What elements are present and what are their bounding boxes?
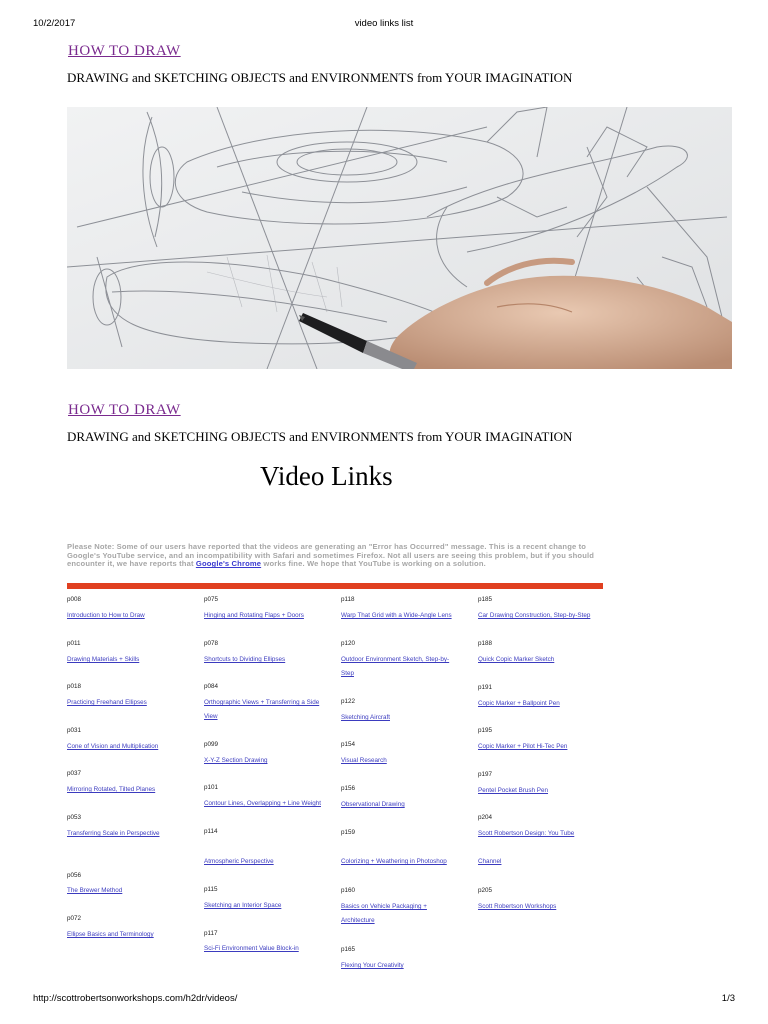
hero-sketch-image xyxy=(67,107,732,369)
page-code: p160 xyxy=(341,887,356,894)
page-code: p114 xyxy=(204,828,218,835)
page-code: p011 xyxy=(67,640,81,647)
page-code: p008 xyxy=(67,596,82,603)
page-title: Video Links xyxy=(260,461,393,491)
video-link[interactable]: Copic Marker + Ballpoint Pen xyxy=(478,700,560,707)
page-code: p165 xyxy=(341,946,356,953)
page-code: p197 xyxy=(478,771,493,778)
page-code: p120 xyxy=(341,640,356,647)
page-code: p191 xyxy=(478,684,493,691)
page-code: p188 xyxy=(478,640,493,647)
video-link-continued[interactable]: View xyxy=(204,713,218,720)
page-code: p084 xyxy=(204,683,219,690)
page-code: p078 xyxy=(204,640,219,647)
page-code: p037 xyxy=(67,770,82,777)
page-code: p185 xyxy=(478,596,493,603)
page-code: p122 xyxy=(341,698,356,705)
video-link[interactable]: Scott Robertson Design: You Tube xyxy=(478,830,575,837)
video-link[interactable]: Contour Lines, Overlapping + Line Weight xyxy=(204,800,321,807)
page-code: p204 xyxy=(478,814,493,821)
video-link[interactable]: Practicing Freehand Ellipses xyxy=(67,699,147,706)
video-link[interactable]: Ellipse Basics and Terminology xyxy=(67,931,154,938)
video-link[interactable]: Introduction to How to Draw xyxy=(67,612,145,619)
video-link[interactable]: Observational Drawing xyxy=(341,801,405,808)
video-link[interactable]: Car Drawing Construction, Step-by-Step xyxy=(478,612,591,619)
page-code: p115 xyxy=(204,886,218,893)
book-subtitle: DRAWING and SKETCHING OBJECTS and ENVIRONMENTS from YOUR IMAGINATION xyxy=(67,70,573,85)
print-title: video links list xyxy=(354,18,414,29)
how-to-draw-heading[interactable]: HOW TO DRAW xyxy=(68,43,181,59)
video-link[interactable]: X-Y-Z Section Drawing xyxy=(204,757,268,764)
print-url: http://scottrobertsonworkshops.com/h2dr/videos/ xyxy=(33,993,238,1004)
page-code: p156 xyxy=(341,785,356,792)
video-link[interactable]: Orthographic Views + Transferring a Side xyxy=(204,699,320,706)
video-link[interactable]: Warp That Grid with a Wide-Angle Lens xyxy=(341,612,452,619)
print-footer xyxy=(33,993,735,1007)
page-code: p101 xyxy=(204,784,219,791)
video-link[interactable]: Outdoor Environment Sketch, Step-by- xyxy=(341,656,450,663)
video-link[interactable]: Hinging and Rotating Flaps + Doors xyxy=(204,612,304,619)
how-to-draw-heading-secondary[interactable]: HOW TO DRAW xyxy=(68,402,181,418)
page-code: p031 xyxy=(67,727,82,734)
page-code: p053 xyxy=(67,814,82,821)
video-link[interactable]: Scott Robertson Workshops xyxy=(478,903,557,910)
print-date: 10/2/2017 xyxy=(33,18,76,29)
chrome-link[interactable]: Google's Chrome xyxy=(195,559,262,569)
note-text-after: works fine. We hope that YouTube is working on a solution. xyxy=(261,559,486,569)
video-link[interactable]: Sci-Fi Environment Value Block-in xyxy=(204,945,299,952)
video-link[interactable]: Sketching Aircraft xyxy=(341,714,390,721)
video-link[interactable]: Flexing Your Creativity xyxy=(341,962,404,969)
video-link-continued[interactable]: Architecture xyxy=(341,917,375,924)
video-link[interactable]: Atmospheric Perspective xyxy=(204,858,274,865)
video-link[interactable]: Mirroring Rotated, Tilted Planes xyxy=(67,786,156,793)
page-code: p117 xyxy=(204,930,218,937)
book-subtitle-secondary: DRAWING and SKETCHING OBJECTS and ENVIRONMENTS from YOUR IMAGINATION xyxy=(67,429,573,444)
aircraft-sketch-illustration xyxy=(67,107,732,369)
video-link[interactable]: The Brewer Method xyxy=(67,887,123,894)
video-link[interactable]: Basics on Vehicle Packaging + xyxy=(341,903,427,910)
video-link[interactable]: Sketching an Interior Space xyxy=(204,902,282,909)
page-code: p205 xyxy=(478,887,493,894)
page-code: p154 xyxy=(341,741,356,748)
page-code: p118 xyxy=(341,596,355,603)
video-link[interactable]: Drawing Materials + Skills xyxy=(67,656,140,663)
video-link[interactable]: Colorizing + Weathering in Photoshop xyxy=(341,858,447,865)
video-link[interactable]: Shortcuts to Dividing Ellipses xyxy=(204,656,286,663)
page-number: 1/3 xyxy=(721,993,735,1004)
video-link-continued[interactable]: Step xyxy=(341,670,354,677)
page-code: p072 xyxy=(67,915,82,922)
video-link[interactable]: Cone of Vision and Multiplication xyxy=(67,743,159,750)
section-divider-bar xyxy=(67,583,603,589)
print-header xyxy=(33,18,735,32)
page-code: p099 xyxy=(204,741,219,748)
video-link[interactable]: Pentel Pocket Brush Pen xyxy=(478,787,549,794)
video-link[interactable]: Transferring Scale in Perspective xyxy=(67,830,160,837)
youtube-error-note xyxy=(67,543,607,569)
video-link[interactable]: Visual Research xyxy=(341,757,387,764)
page-code: p056 xyxy=(67,872,82,879)
page-code: p075 xyxy=(204,596,219,603)
page-code: p195 xyxy=(478,727,493,734)
video-link[interactable]: Quick Copic Marker Sketch xyxy=(478,656,555,663)
video-link[interactable]: Copic Marker + Pilot Hi-Tec Pen xyxy=(478,743,568,750)
page-code: p159 xyxy=(341,829,356,836)
page-code: p018 xyxy=(67,683,82,690)
note-text-before: Please Note: Some of our users have reported that the videos are generating an "Error has Occurred" message. This is a recent change to Google's YouTube service, and an incompatibility with Safari and sometimes Firefox. Not all users are seeing this problem, but if you should encounter it, we have reports that xyxy=(67,542,595,569)
video-link-continued[interactable]: Channel xyxy=(478,858,502,865)
